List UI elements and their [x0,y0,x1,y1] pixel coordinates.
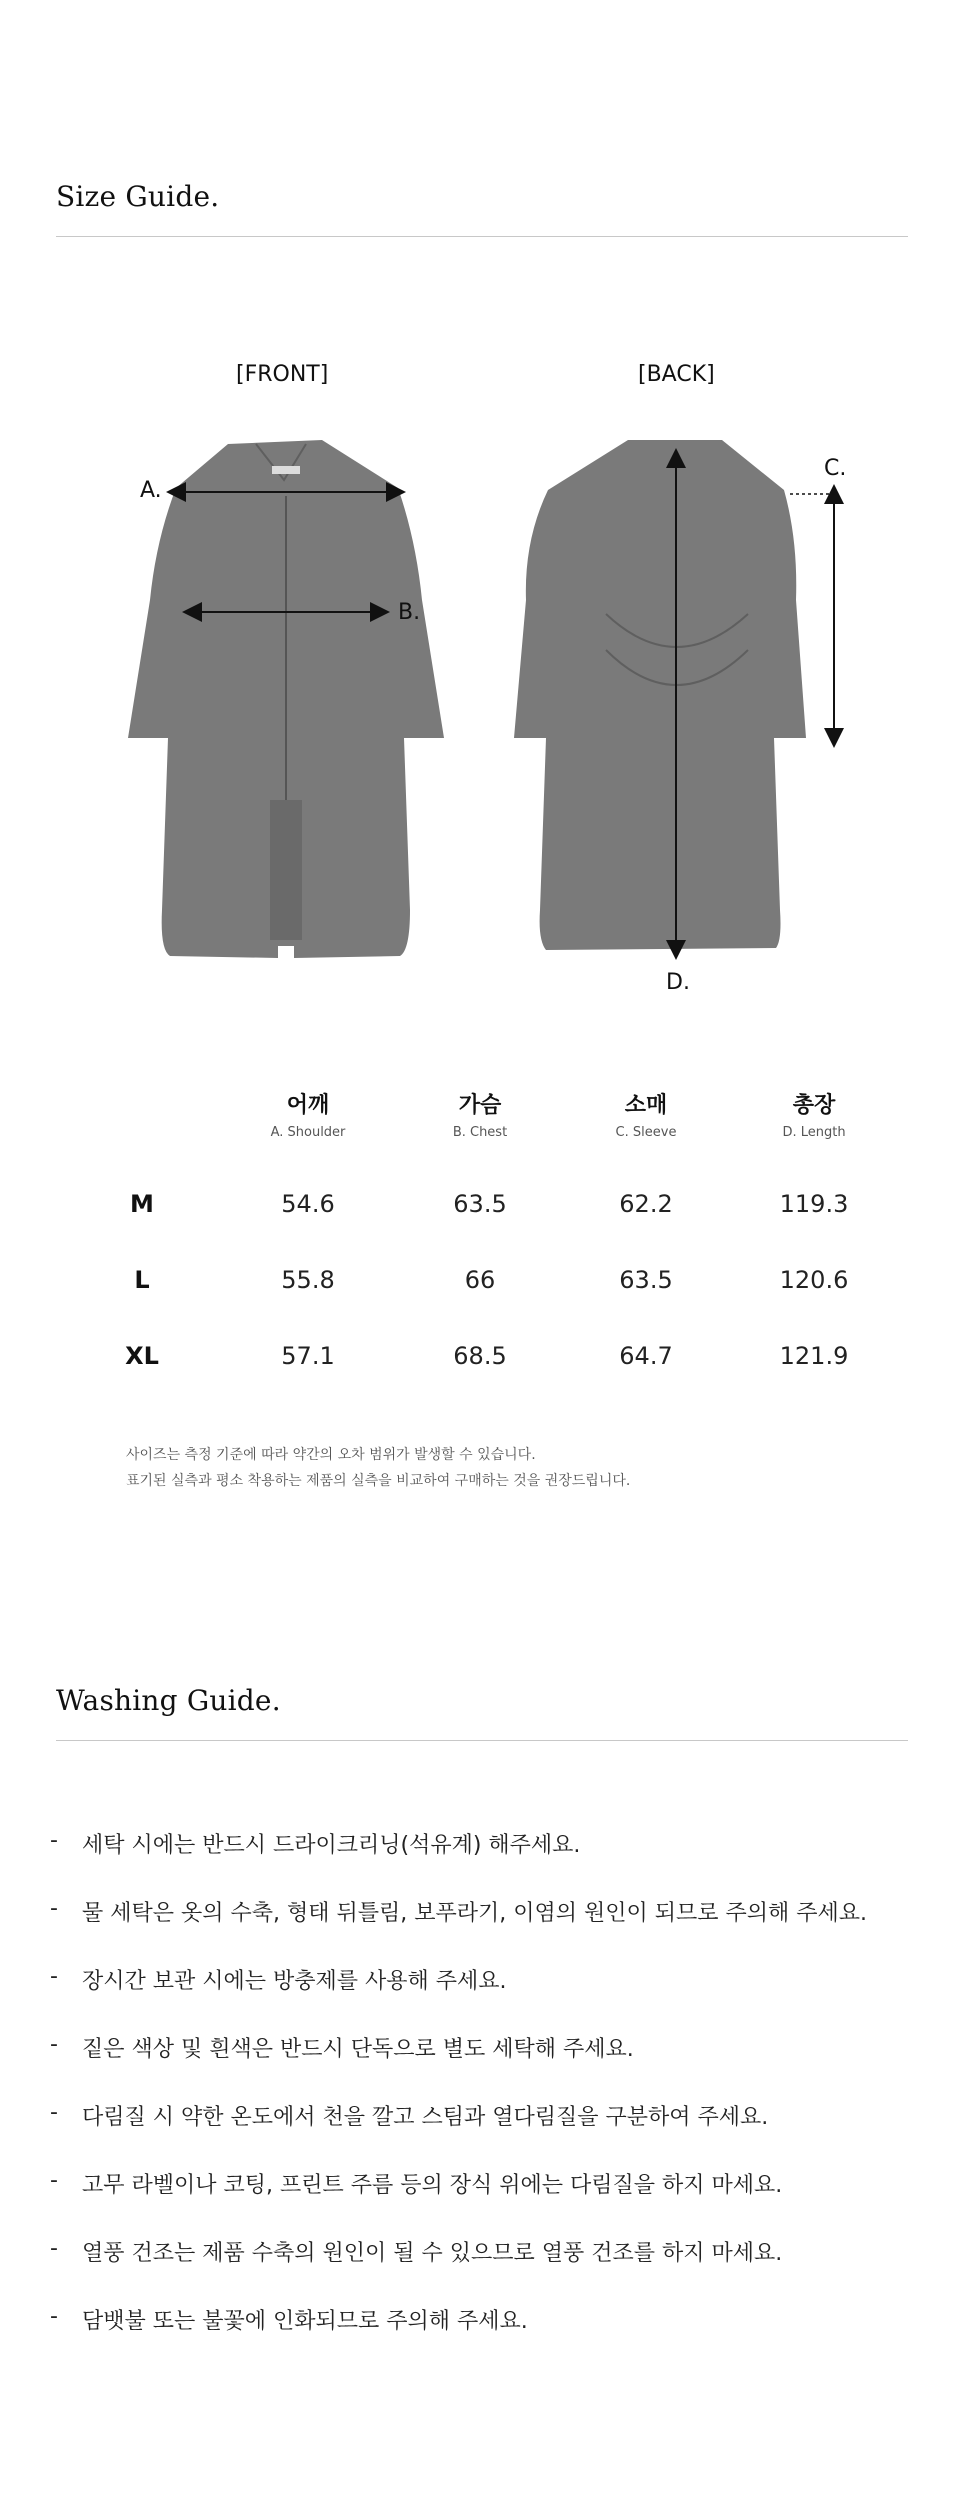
column-chest [400,1088,560,1140]
garment-diagram [0,0,960,1020]
column-label: 소매 [624,1093,668,1118]
washing-item-text: 담뱃불 또는 불꽃에 인화되므로 주의해 주세요. [82,2309,528,2334]
column-sublabel: C. Sleeve [615,1125,677,1140]
table-cell: 54.6 [281,1190,335,1218]
bullet-dash: - [50,1828,58,1853]
column-label: 총장 [792,1093,836,1118]
table-cell: 68.5 [453,1342,507,1370]
table-cell: 63.5 [619,1266,673,1294]
column-sublabel: B. Chest [452,1125,508,1140]
washing-item [50,2032,634,2063]
washing-item-text: 짙은 색상 및 흰색은 반드시 단독으로 별도 세탁해 주세요. [82,2037,634,2062]
table-cell: 63.5 [453,1190,507,1218]
washing-item [50,2168,782,2199]
size-note: 표기된 실측과 평소 착용하는 제품의 실측을 비교하여 구매하는 것을 권장드립니다. [126,1473,631,1489]
back-coat-illustration [514,440,806,950]
bullet-dash: - [50,2236,58,2261]
washing-item-text: 다림질 시 약한 온도에서 천을 깔고 스팀과 열다림질을 구분하여 주세요. [82,2105,769,2130]
front-coat-illustration [128,440,444,958]
marker-a: A. [140,478,162,503]
back-view-label: [BACK] [638,362,715,387]
column-sublabel: D. Length [782,1125,846,1140]
size-note: 사이즈는 측정 기준에 따라 약간의 오차 범위가 발생할 수 있습니다. [126,1447,536,1463]
bullet-dash: - [50,2168,58,2193]
washing-guide-divider [56,1740,908,1741]
column-label: 가슴 [458,1093,502,1118]
table-cell: 62.2 [619,1190,673,1218]
column-length [734,1088,894,1140]
washing-item [50,2236,782,2267]
column-sleeve [566,1088,726,1140]
size-label-xl: XL [125,1342,159,1370]
bullet-dash: - [50,2100,58,2125]
washing-item-text: 열풍 건조는 제품 수축의 원인이 될 수 있으므로 열풍 건조를 하지 마세요. [82,2241,783,2266]
washing-item-text: 장시간 보관 시에는 방충제를 사용해 주세요. [82,1969,507,1994]
bullet-dash: - [50,1964,58,1989]
bullet-dash: - [50,2304,58,2329]
washing-guide-title: Washing Guide. [56,1684,281,1717]
table-cell: 121.9 [779,1342,849,1370]
washing-item [50,2100,768,2131]
washing-item [50,2304,528,2335]
marker-b: B. [398,600,421,625]
washing-item [50,1896,867,1927]
column-label: 어깨 [286,1093,330,1118]
washing-item-text: 물 세탁은 옷의 수축, 형태 뒤틀림, 보푸라기, 이염의 원인이 되므로 주의해 주세요. [82,1901,867,1926]
bullet-dash: - [50,2032,58,2057]
table-cell: 119.3 [779,1190,849,1218]
table-cell: 120.6 [779,1266,849,1294]
washing-item-text: 고무 라벨이나 코팅, 프린트 주름 등의 장식 위에는 다림질을 하지 마세요. [82,2173,783,2198]
table-cell: 64.7 [619,1342,673,1370]
washing-item [50,1964,507,1995]
washing-item [50,1828,580,1859]
washing-item-text: 세탁 시에는 반드시 드라이크리닝(석유계) 해주세요. [82,1833,581,1858]
table-cell: 55.8 [281,1266,335,1294]
column-shoulder [228,1088,388,1140]
size-label-m: M [130,1190,154,1218]
size-guide-title: Size Guide. [56,180,220,213]
size-label-l: L [134,1266,150,1294]
bullet-dash: - [50,1896,58,1921]
table-cell: 57.1 [281,1342,335,1370]
column-sublabel: A. Shoulder [270,1125,346,1140]
table-cell: 66 [464,1266,496,1294]
front-view-label: [FRONT] [236,362,329,387]
marker-d: D. [666,970,690,995]
marker-c: C. [824,456,847,481]
